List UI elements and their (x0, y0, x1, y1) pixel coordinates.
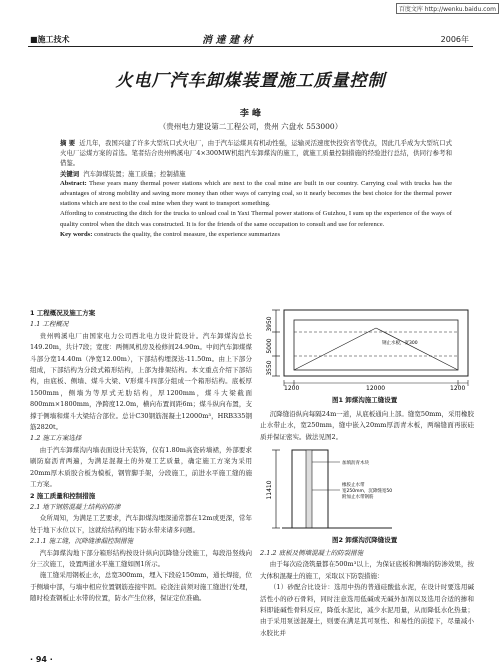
figure-label: 加填沥青木块 (342, 461, 369, 466)
abstract-en (60, 179, 452, 210)
paragraph: （1）砂配合比设计：选用中热的普通硅酸盐水泥，在设计时要选用碱活性小的砂石骨料，同时注意选用低碱或无碱外加剂以及选用合适的掺和料即能碱性骨料反应，降低水泥比，减少水泥用量，从而降低水化热量；由于采用泵送混凝土，则要在满足其可泵性、和易性的前提下，尽量减小水胶比并 (260, 583, 474, 637)
section-heading-2-1-2: 2.1.2 底板及侧墙混凝土的防裂措施 (260, 549, 364, 557)
paragraph: 汽车卸煤沟地下部分箱形结构按设计纵向沉降缝分段施工，每段沿竖线向分三次施工，设置两道水平施工缝如图1所示。 (30, 548, 252, 568)
keywords-cn-label: 关键词 (60, 169, 80, 178)
section-heading-2: 2 施工质量和控制措施 (30, 491, 96, 500)
dim-label: 1200 (284, 385, 300, 390)
abstract-block (60, 138, 452, 240)
hopper-line (294, 328, 376, 370)
dim-label: 11410 (266, 480, 273, 500)
paragraph: 众所周知，为满足工艺要求，汽车卸煤沟埋深通常都在12m或更深，常年处于地下水位以下，这就给结构的地下防水带来诸多问题。 (30, 514, 252, 534)
figure-2-caption: 图2 卸煤沟沉降缝设置 (332, 536, 398, 544)
affiliation: （贵州电力建设第二工程公司，贵州 六盘水 553000） (158, 122, 343, 131)
abstract-cn-label: 摘 要 (60, 139, 76, 147)
section-heading-1-2: 1.2 施工方案选择 (30, 434, 82, 443)
inner-box (294, 320, 458, 370)
dim-label: 5000 (266, 338, 273, 354)
section-heading-2-1-1: 2.1.1 施工缝，沉降缝渗漏控制措施 (30, 537, 134, 546)
keywords-en-text: constructs the quality, the control measure, the experience summarizes (94, 230, 281, 238)
header-section: ■施工技术 (30, 35, 70, 44)
keywords-cn-text: 汽车卸煤装置；施工质量；控制措施 (83, 169, 186, 178)
dim-label: 12000 (366, 385, 386, 390)
figure-2-diagram (262, 448, 476, 532)
section-heading-1-1: 1.1 工程概况 (30, 320, 69, 329)
settlement-joint (306, 450, 312, 528)
header-rule (28, 46, 473, 47)
keywords-en (60, 230, 452, 240)
paper-title: 火电厂汽车卸煤装置施工质量控制 (115, 71, 386, 91)
keywords-en-label: Key words: (60, 230, 93, 238)
paragraph: 由于每次砼浇筑量都在500m³以上，为保证底板和侧墙的防渗效果，按大体积混凝土的施工，采取以下防裂措施： (260, 560, 474, 580)
paragraph: 贵州鸭溪电厂由国家电力公司西北电力设计院设计。汽车卸煤沟总长149.20m，共计7段；宽度：两侧风机房及检修间24.90m。中间汽车卸煤煤斗部分宽14.40m（净宽12.00m），下部结构埋深达-11.50m。由上下部分组成，下部结构为分段式箱形结构，上部为排架结构。本文重点介绍下部结构，由底板、侧墙、煤斗大梁、V形煤斗四部分组成一个箱形结构。底板厚1500mm，侧墙为等厚式无肋结构，厚1200mm，煤斗大梁截面800mm×1800mm，净跨度12.0m，横向布置间距6m；煤斗纵向布置，支撑于侧墙和煤斗大梁结合部位。总计C30钢筋混凝土12000m³，HRB335钢筋2820t。 (30, 331, 252, 432)
abstract-en-label: Abstract: (60, 179, 87, 187)
body-left-column (30, 308, 252, 605)
figure-label: 宽250mm，沉降缝宽50 (342, 489, 393, 494)
abstract-en-2: Affording to constructing the ditch for the trucks to unload coal in Yaxi Thermal power stations of Guizhou, I sum up the experience of the ways of quality control when the ditch was constructed. It is for the friends of the same occupation to consult and use for reference. (60, 210, 452, 228)
page-number: · 94 · (30, 655, 53, 664)
paragraph: 施工缝采用钢板止水，总宽300mm，埋入下段砼150mm，通长焊接，位于侧墙中部，与墙中相应位置钢筋连接牢固。砼浇注前须对施工缝进行处理，随时检查钢板止水带的位置，防水产生位移，保证定位准确。 (30, 571, 252, 603)
figure-label: 钢止水板，宽300 (382, 341, 418, 346)
figure-1-caption: 图1 卸煤沟施工缝设置 (332, 396, 398, 404)
section-heading-1: 1 工程概况及施工方案 (30, 309, 96, 317)
abstract-cn (60, 138, 452, 169)
dim-label: 3550 (266, 360, 273, 376)
dim-label: 3950 (266, 316, 273, 332)
figure-1-diagram (262, 308, 476, 390)
figure-label: 橡胶止水带 (342, 483, 365, 488)
hopper-line (376, 328, 458, 370)
keywords-cn (60, 169, 452, 179)
watermark: 百度文库 http://wenku.baidu.com (396, 3, 499, 14)
dim-label: 1200 (450, 385, 466, 390)
figure-label: 附加止水带钢筋 (342, 495, 374, 500)
header-magazine: 消 達 建 材 (202, 35, 253, 46)
abstract-en-text: These years many thermal power stations which are next to the coal mine are built in our country. Carrying coal with trucks has the advantages of strong mobility and saving more money than other ways of carrying coal, so it nearly becomes the best choice for the thermal power stations which are next to the coal mine when they want to transport something. (60, 179, 453, 208)
section-heading-2-1: 2.1 地下钢筋混凝土结构的防渗 (30, 502, 121, 511)
paragraph: 沉降缝沿纵向每隔24m一道，从底板通向上部。缝宽50mm，采用橡胶止水带止水，宽250mm，缝中嵌入20mm厚沥青木板，两端缝面再嵌硅质并保证密实。做法见图2。 (260, 410, 474, 441)
abstract-cn-text: 近几年，我国兴建了许多大型坑口式火电厂，由于汽车运煤具有机动性强，运输灵活速度快投资省等优点，因此几乎成为大型坑口式火电厂运煤方案的首选。笔者结合贵州鸭溪电厂4×300MW机组汽车卸煤沟的施工，就施工质量控制措施的经验进行总结，供同行参考和借鉴。 (60, 139, 452, 168)
body-right-column (260, 548, 474, 639)
author: 李 峰 (239, 109, 262, 119)
header-year: 2006年 (440, 35, 469, 44)
paragraph: 由于汽车卸煤沟内墙表面设计无装饰，仅有1.80m高瓷砖墙裙，外部要求刷防腐沥青两遍，为满足混凝土的外观工艺质量，确定施工方案为采用20mm厚木质胶合板为模板，钢管脚手架，分段施工，前进水平施工缝的施工方案。 (30, 445, 252, 489)
